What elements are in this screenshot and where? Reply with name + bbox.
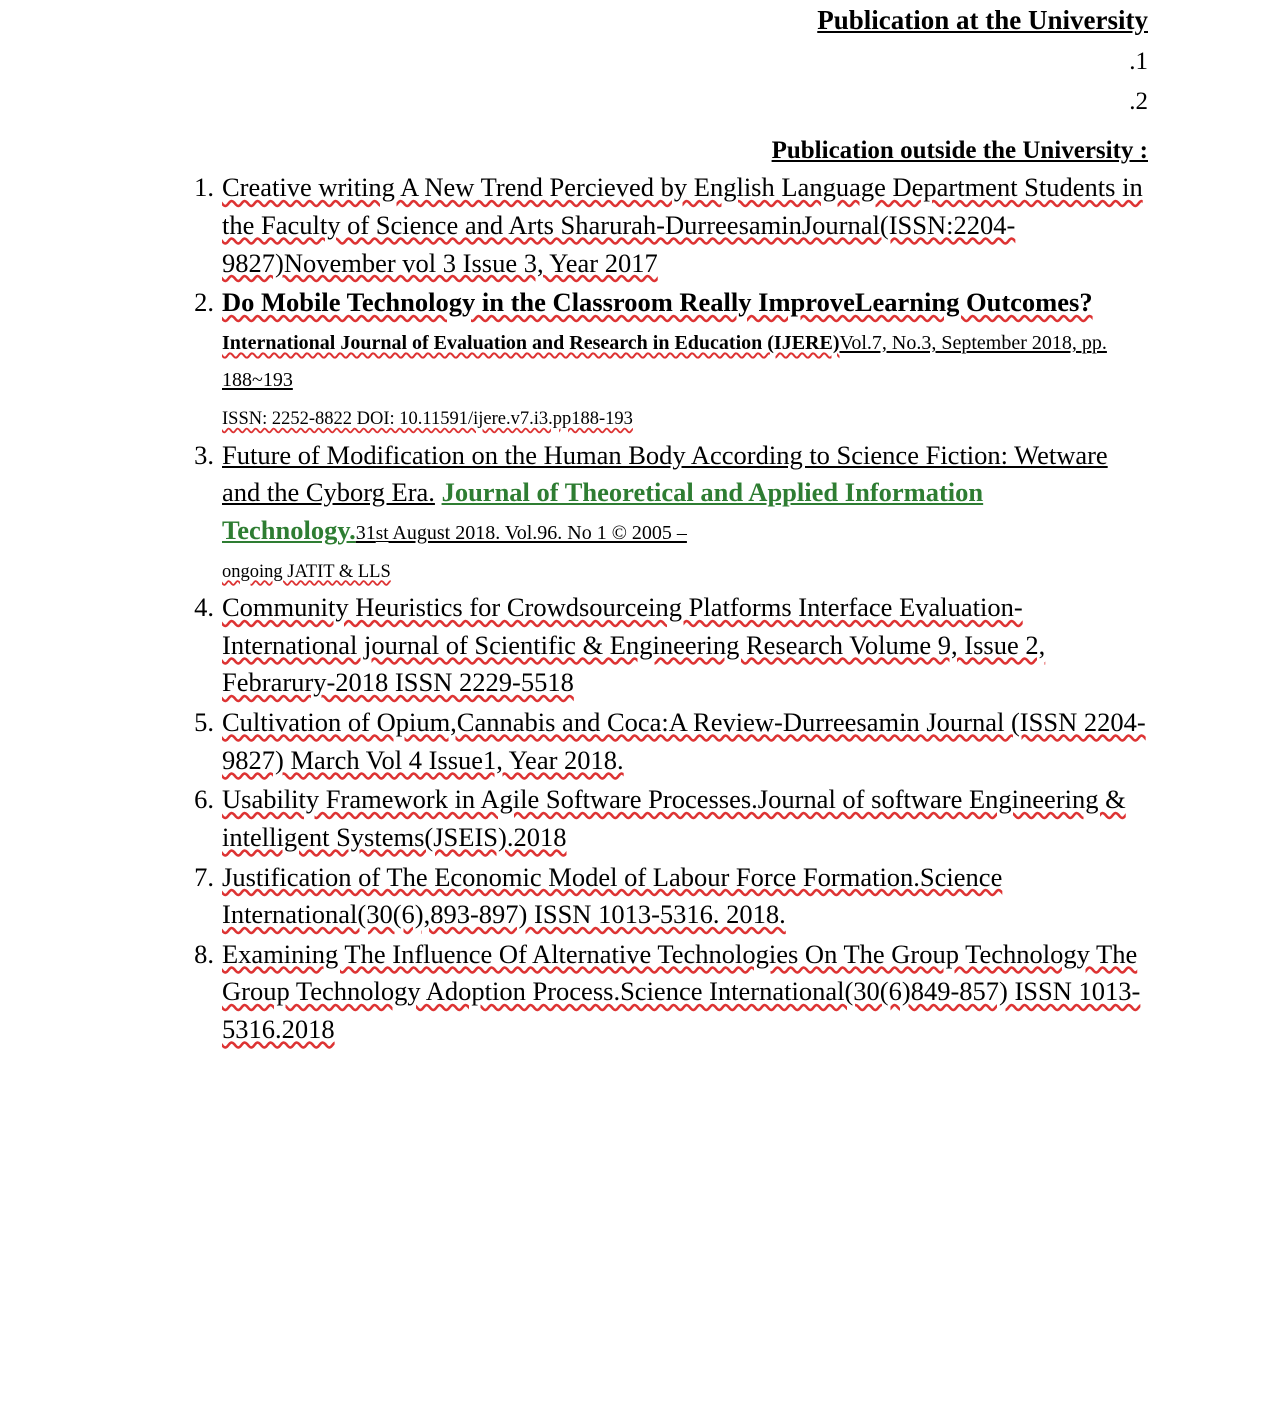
publication-1-text: Creative writing A New Trend Percieved by English Language Department Students in the Faculty of Science and Arts Sharurah-DurreesaminJournal(ISSN:2204-9827)November vol 3 Issue 3, Year 2017 bbox=[222, 172, 1143, 278]
publication-2-issn-doi: ISSN: 2252-8822 DOI: 10.11591/ijere.v7.i3.pp188-193 bbox=[222, 409, 633, 430]
publication-3-details-superscript: st bbox=[375, 522, 389, 544]
publication-8-text: Examining The Influence Of Alternative Technologies On The Group Technology The Group Technology Adoption Process.Science International(30(6)849-857) ISSN 1013-5316.2018 bbox=[222, 938, 1141, 1045]
publication-list bbox=[0, 169, 1288, 1048]
publication-2-title: Do Mobile Technology in the Classroom Really ImproveLearning Outcomes? bbox=[222, 287, 1093, 318]
publication-3-details-second-line: ongoing JATIT & LLS bbox=[222, 561, 391, 582]
list-item bbox=[0, 169, 1148, 282]
list-item bbox=[0, 704, 1148, 779]
publication-4-text: Community Heuristics for Crowdsourceing Platforms Interface Evaluation- International journal of Scientific & Engineering Research Volume 9, Issue 2, Febrarury-2018 ISSN 2229-5518 bbox=[222, 592, 1046, 698]
publication-at-university-heading bbox=[0, 0, 1288, 42]
publication-3-journal: Journal of Theoretical and Applied Information Technology. bbox=[222, 477, 984, 545]
list-item bbox=[0, 437, 1148, 588]
publication-outside-university-heading-text: Publication outside the University : bbox=[771, 136, 1148, 164]
list-item bbox=[0, 589, 1148, 702]
publication-3-details-rest: August 2018. Vol.96. No 1 © 2005 – bbox=[388, 521, 687, 544]
publication-3-details-prefix: 31 bbox=[355, 521, 376, 544]
publication-5-text: Cultivation of Opium,Cannabis and Coca:A Review-Durreesamin Journal (ISSN 2204-9827) March Vol 4 Issue1, Year 2018. bbox=[222, 707, 1146, 775]
publication-7-text: Justification of The Economic Model of Labour Force Formation.Science International(30(6),893-897) ISSN 1013-5316. 2018. bbox=[222, 861, 1003, 930]
publication-6-text: Usability Framework in Agile Software Processes.Journal of software Engineering & intelligent Systems(JSEIS).2018 bbox=[222, 784, 1126, 852]
list-item bbox=[0, 284, 1148, 435]
list-item bbox=[0, 859, 1148, 934]
publication-at-university-heading-text: Publication at the University bbox=[817, 5, 1148, 35]
list-item bbox=[0, 936, 1148, 1049]
publication-2-volume: Vol.7, No.3, September 2018, pp. 188~193 bbox=[222, 331, 1107, 392]
publication-outside-university-heading bbox=[0, 132, 1288, 170]
list-item bbox=[0, 781, 1148, 856]
publication-3-text: Future of Modification on the Human Body According to Science Fiction: Wetware and the Cyborg Era. bbox=[222, 439, 1108, 508]
numbered-mark-2: .2 bbox=[1129, 87, 1148, 115]
numbered-mark-1: .1 bbox=[1129, 47, 1148, 75]
publication-2-journal: International Journal of Evaluation and Research in Education (IJERE) bbox=[222, 331, 840, 354]
